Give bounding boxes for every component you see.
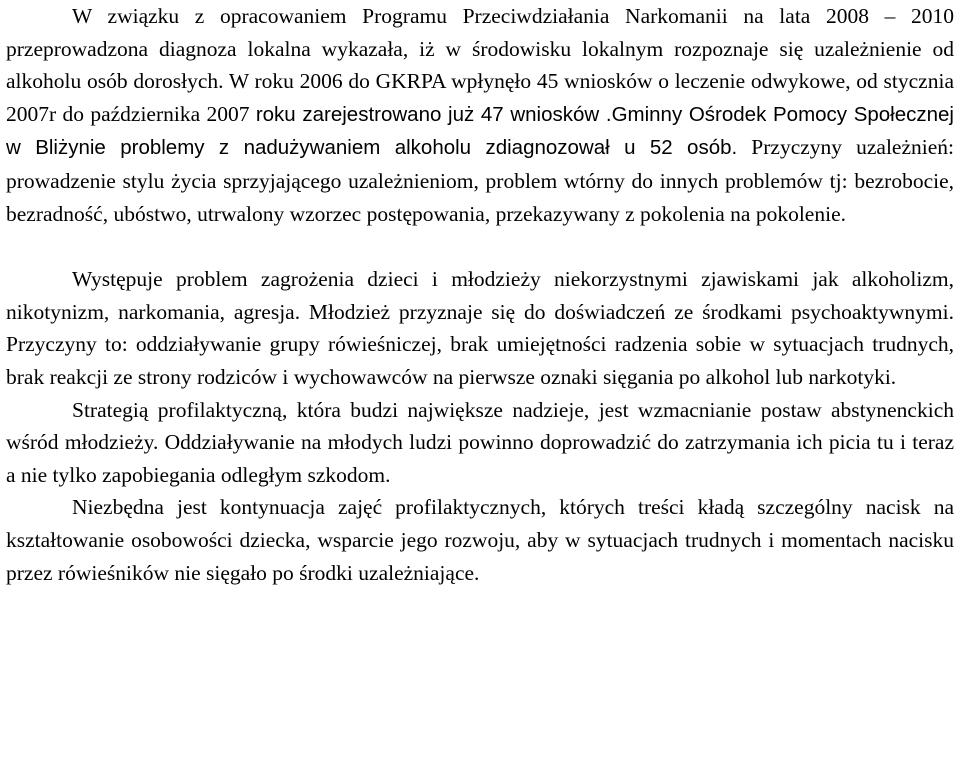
paragraph-diagnosis-part-1: W związku z opracowaniem Programu Przeciwdziałania Narkomanii na lata 2008 – 2010 przeprowadzona diagnoza lokalna wykazała, iż w środowisku lokalnym rozpoznaje się uzależnienie od alkoholu osób dorosłych. W roku 2006 do GKRPA wpłynęło 45 wniosków o leczenie odwykowe, od stycznia 2007r do października 2007 [6, 4, 954, 126]
paragraph-continuation: Niezbędna jest kontynuacja zajęć profilaktycznych, których treści kładą szczególny nacisk na kształtowanie osobowości dziecka, wsparcie jego rozwoju, aby w sytuacjach trudnych i momentach nacisku przez rówieśników nie sięgało po środki uzależniające. [6, 495, 954, 585]
paragraph-diagnosis-part-2: roku zarejestrowano już 47 wniosków .Gminny Ośrodek Pomocy Społecznej w Bliżynie problemy z nadużywaniem alkoholu zdiagnozował u 52 osób. [6, 102, 954, 160]
paragraph-prevention-strategy: Strategią profilaktyczną, która budzi największe nadzieje, jest wzmacnianie postaw abstynenckich wśród młodzieży. Oddziaływanie na młodych ludzi powinno doprowadzić do zatrzymania ich picia tu i teraz a nie tylko zapobiegania odległym szkodom. [6, 397, 954, 487]
paragraph-gap [6, 230, 954, 263]
paragraph-diagnosis-part-3: Przyczyny uzależnień: prowadzenie stylu życia sprzyjającego uzależnieniom, problem wtórny do innych problemów tj: bezrobocie, bezradność, ubóstwo, utrwalony wzorzec postępowania, przekazywany z pokolenia na pokolenie. [6, 135, 954, 226]
paragraph-diagnosis [6, 0, 954, 230]
paragraph-youth-threats: Występuje problem zagrożenia dzieci i młodzieży niekorzystnymi zjawiskami jak alkoholizm, nikotynizm, narkomania, agresja. Młodzież przyznaje się do doświadczeń ze środkami psychoaktywnymi. Przyczyny to: oddziaływanie grupy rówieśniczej, brak umiejętności radzenia sobie w sytuacjach trudnych, brak reakcji ze strony rodziców i wychowawców na pierwsze oznaki sięgania po alkohol lub narkotyki. [6, 267, 954, 389]
document-page [6, 0, 954, 589]
